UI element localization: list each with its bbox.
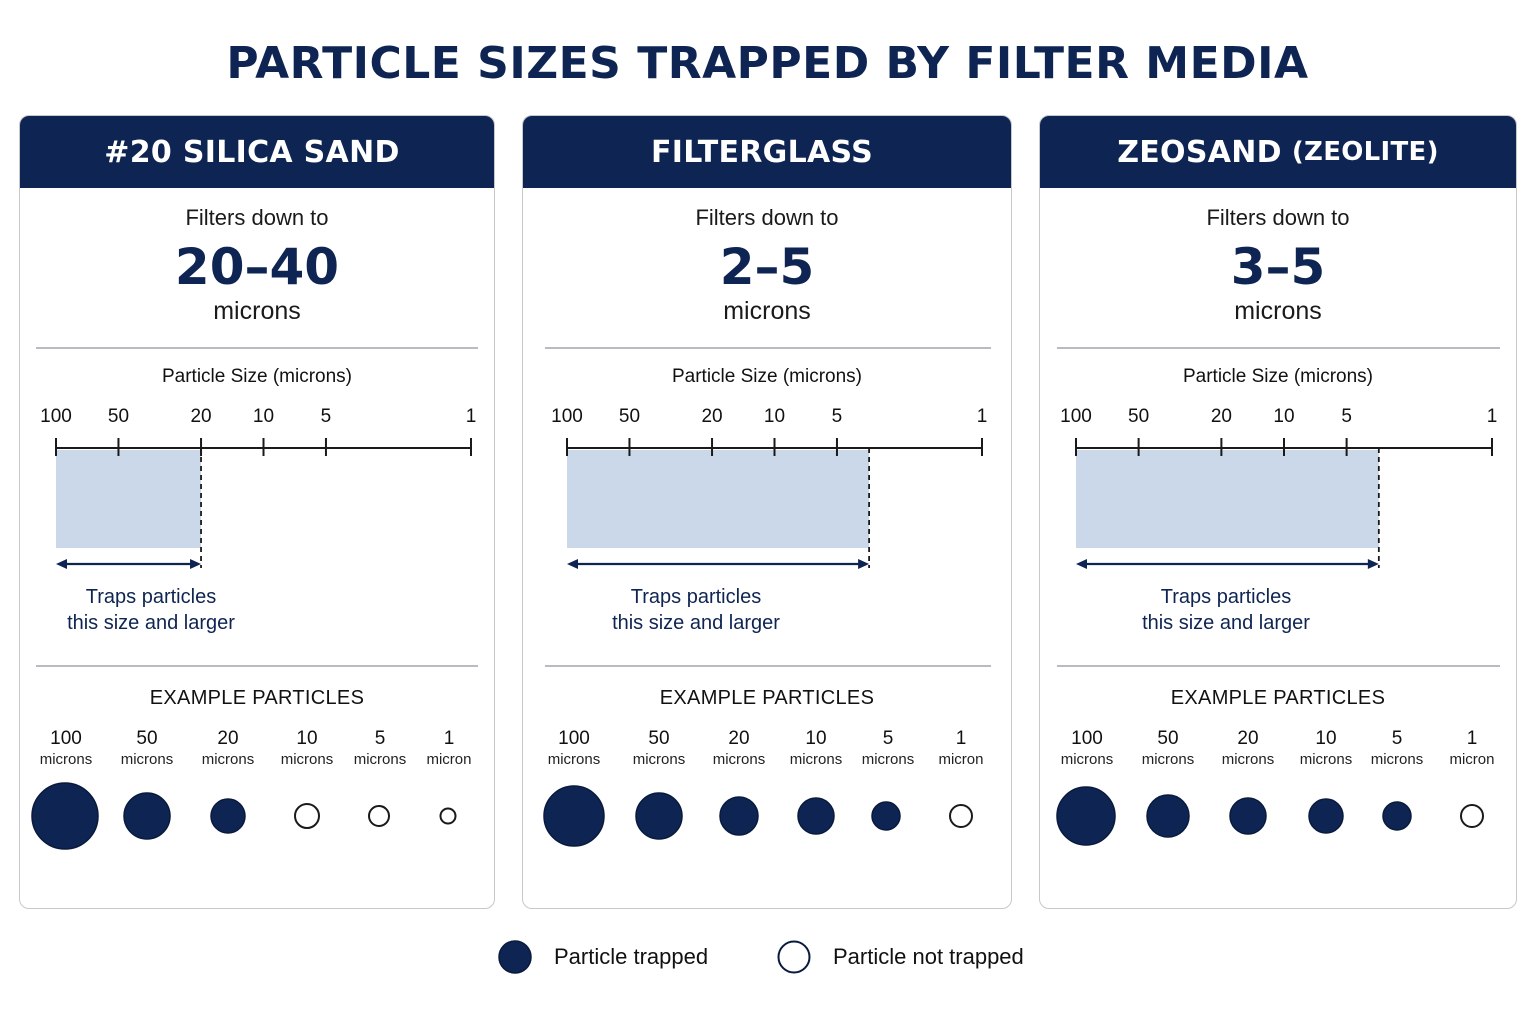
particle-trapped-circle xyxy=(211,799,245,833)
example-unit: microns xyxy=(120,751,174,768)
example-particles xyxy=(20,776,495,866)
particle-size-scale xyxy=(523,396,1012,566)
scale-tick-label: 5 xyxy=(831,406,843,427)
panel-zeosand xyxy=(1039,115,1517,909)
panel-subtitle: (ZEOLITE) xyxy=(1291,137,1439,167)
example-label xyxy=(26,728,106,770)
scale-tick-label: 100 xyxy=(40,406,72,427)
scale-tick-label: 5 xyxy=(320,406,332,427)
examples-title: EXAMPLE PARTICLES xyxy=(659,687,875,709)
filter-range-value: 20–40 xyxy=(174,238,340,296)
example-unit: microns xyxy=(39,751,93,768)
example-unit: micron xyxy=(938,751,984,768)
scale-tick-label: 1 xyxy=(976,406,988,427)
empty-circle-icon xyxy=(777,940,811,974)
examples-title: EXAMPLE PARTICLES xyxy=(1170,687,1386,709)
trap-caption-line-1: Traps particles xyxy=(1160,586,1292,608)
example-unit: microns xyxy=(1060,751,1114,768)
scale-tick-label: 10 xyxy=(1273,406,1295,427)
panel-header xyxy=(523,116,1011,188)
example-size: 5 xyxy=(1391,728,1403,749)
legend-not-trapped xyxy=(777,940,1024,974)
example-unit: microns xyxy=(1370,751,1424,768)
example-unit: microns xyxy=(1141,751,1195,768)
filters-label: Filters down to xyxy=(1206,205,1350,230)
trap-caption-line-2: this size and larger xyxy=(67,612,235,634)
trap-caption xyxy=(21,584,281,636)
particle-not-trapped-circle xyxy=(1461,805,1483,827)
particle-trapped-circle xyxy=(1383,802,1411,830)
example-size: 100 xyxy=(1071,728,1103,749)
trap-caption-line-1: Traps particles xyxy=(630,586,762,608)
particle-trapped-circle xyxy=(1309,799,1343,833)
page-title: PARTICLE SIZES TRAPPED BY FILTER MEDIA xyxy=(226,38,1309,89)
example-size: 100 xyxy=(50,728,82,749)
panel-title: FILTERGLASS xyxy=(651,134,873,170)
particle-trapped-circle xyxy=(124,793,170,839)
divider xyxy=(545,665,991,667)
divider xyxy=(545,347,991,349)
filters-label: Filters down to xyxy=(185,205,329,230)
example-size: 1 xyxy=(443,728,455,749)
example-size: 50 xyxy=(136,728,158,749)
scale-tick-label: 20 xyxy=(1210,406,1232,427)
legend-trapped-label: Particle trapped xyxy=(554,944,709,969)
example-size: 10 xyxy=(1315,728,1337,749)
filled-circle-icon xyxy=(498,940,532,974)
legend-not-trapped-label: Particle not trapped xyxy=(833,944,1024,969)
filters-label: Filters down to xyxy=(695,205,839,230)
trap-caption xyxy=(1096,584,1356,636)
example-label xyxy=(409,728,489,770)
example-label xyxy=(107,728,187,770)
panel-title: ZEOSAND xyxy=(1117,134,1282,170)
scale-title: Particle Size (microns) xyxy=(161,366,353,387)
example-label xyxy=(340,728,420,770)
filter-range-unit: microns xyxy=(1234,297,1322,325)
scale-tick-label: 100 xyxy=(1060,406,1092,427)
example-size: 10 xyxy=(805,728,827,749)
example-size: 50 xyxy=(648,728,670,749)
particle-trapped-circle xyxy=(636,793,682,839)
example-unit: micron xyxy=(1449,751,1495,768)
divider xyxy=(1057,347,1500,349)
scale-tick-label: 50 xyxy=(1128,406,1150,427)
example-unit: microns xyxy=(201,751,255,768)
example-size: 5 xyxy=(374,728,386,749)
example-label xyxy=(534,728,614,770)
example-size: 1 xyxy=(955,728,967,749)
filter-range-value: 2–5 xyxy=(719,238,815,296)
example-label xyxy=(1128,728,1208,770)
example-unit: microns xyxy=(861,751,915,768)
scale-tick-label: 1 xyxy=(465,406,477,427)
particle-trapped-circle xyxy=(32,783,98,849)
example-unit: microns xyxy=(547,751,601,768)
example-label xyxy=(1357,728,1437,770)
example-unit: microns xyxy=(1299,751,1353,768)
scale-title: Particle Size (microns) xyxy=(1182,366,1374,387)
particle-size-scale xyxy=(1040,396,1517,566)
example-label xyxy=(619,728,699,770)
filter-range-unit: microns xyxy=(723,297,811,325)
divider xyxy=(36,665,478,667)
example-label xyxy=(188,728,268,770)
example-size: 5 xyxy=(882,728,894,749)
example-size: 50 xyxy=(1157,728,1179,749)
example-unit: microns xyxy=(632,751,686,768)
trapped-band xyxy=(56,450,201,548)
arrow-left-icon xyxy=(1076,559,1087,569)
scale-title: Particle Size (microns) xyxy=(671,366,863,387)
scale-tick-label: 10 xyxy=(252,406,275,427)
arrow-right-icon xyxy=(1368,559,1379,569)
example-size: 10 xyxy=(296,728,318,749)
filter-range-unit: microns xyxy=(213,297,301,325)
scale-tick-label: 1 xyxy=(1486,406,1498,427)
particle-trapped-circle xyxy=(720,797,758,835)
example-label xyxy=(1432,728,1512,770)
example-size: 20 xyxy=(1237,728,1259,749)
example-label xyxy=(848,728,928,770)
scale-tick-label: 10 xyxy=(763,406,786,427)
scale-tick-label: 50 xyxy=(107,406,130,427)
example-unit: microns xyxy=(353,751,407,768)
trapped-band xyxy=(567,450,869,548)
particle-trapped-circle xyxy=(872,802,900,830)
filter-range-value: 3–5 xyxy=(1230,238,1326,296)
panel-silica-sand xyxy=(19,115,495,909)
example-label xyxy=(267,728,347,770)
panel-header xyxy=(20,116,494,188)
example-unit: microns xyxy=(1221,751,1275,768)
particle-not-trapped-circle xyxy=(295,804,319,828)
trap-caption-line-2: this size and larger xyxy=(1142,612,1310,634)
example-size: 100 xyxy=(558,728,590,749)
example-label xyxy=(1208,728,1288,770)
arrow-left-icon xyxy=(567,559,578,569)
example-label xyxy=(699,728,779,770)
example-particles xyxy=(1040,776,1517,866)
divider xyxy=(36,347,478,349)
example-label xyxy=(776,728,856,770)
scale-tick-label: 5 xyxy=(1341,406,1352,427)
example-label xyxy=(921,728,1001,770)
scale-tick-label: 100 xyxy=(551,406,583,427)
example-size: 20 xyxy=(217,728,239,749)
particle-trapped-circle xyxy=(798,798,834,834)
example-unit: microns xyxy=(789,751,843,768)
arrow-right-icon xyxy=(190,559,201,569)
examples-title: EXAMPLE PARTICLES xyxy=(149,687,365,709)
particle-trapped-circle xyxy=(1147,795,1189,837)
example-unit: microns xyxy=(712,751,766,768)
example-unit: micron xyxy=(426,751,472,768)
scale-tick-label: 20 xyxy=(701,406,723,427)
scale-tick-label: 50 xyxy=(618,406,641,427)
example-label xyxy=(1286,728,1366,770)
panel-header xyxy=(1040,116,1516,188)
particle-size-scale xyxy=(20,396,495,566)
example-particles xyxy=(523,776,1012,866)
particle-trapped-circle xyxy=(1230,798,1266,834)
example-size: 1 xyxy=(1466,728,1478,749)
particle-trapped-circle xyxy=(1057,787,1115,845)
arrow-right-icon xyxy=(858,559,869,569)
example-unit: microns xyxy=(280,751,334,768)
arrow-left-icon xyxy=(56,559,67,569)
legend-trapped xyxy=(498,940,708,974)
scale-tick-label: 20 xyxy=(190,406,212,427)
example-size: 20 xyxy=(728,728,750,749)
panel-filterglass xyxy=(522,115,1012,909)
trapped-band xyxy=(1076,450,1379,548)
example-label xyxy=(1047,728,1127,770)
trap-caption-line-2: this size and larger xyxy=(612,612,780,634)
trap-caption xyxy=(566,584,826,636)
divider xyxy=(1057,665,1500,667)
particle-not-trapped-circle xyxy=(950,805,972,827)
particle-not-trapped-circle xyxy=(369,806,389,826)
panel-title: #20 SILICA SAND xyxy=(104,134,400,170)
particle-not-trapped-circle xyxy=(441,809,456,824)
trap-caption-line-1: Traps particles xyxy=(85,586,217,608)
particle-trapped-circle xyxy=(544,786,604,846)
